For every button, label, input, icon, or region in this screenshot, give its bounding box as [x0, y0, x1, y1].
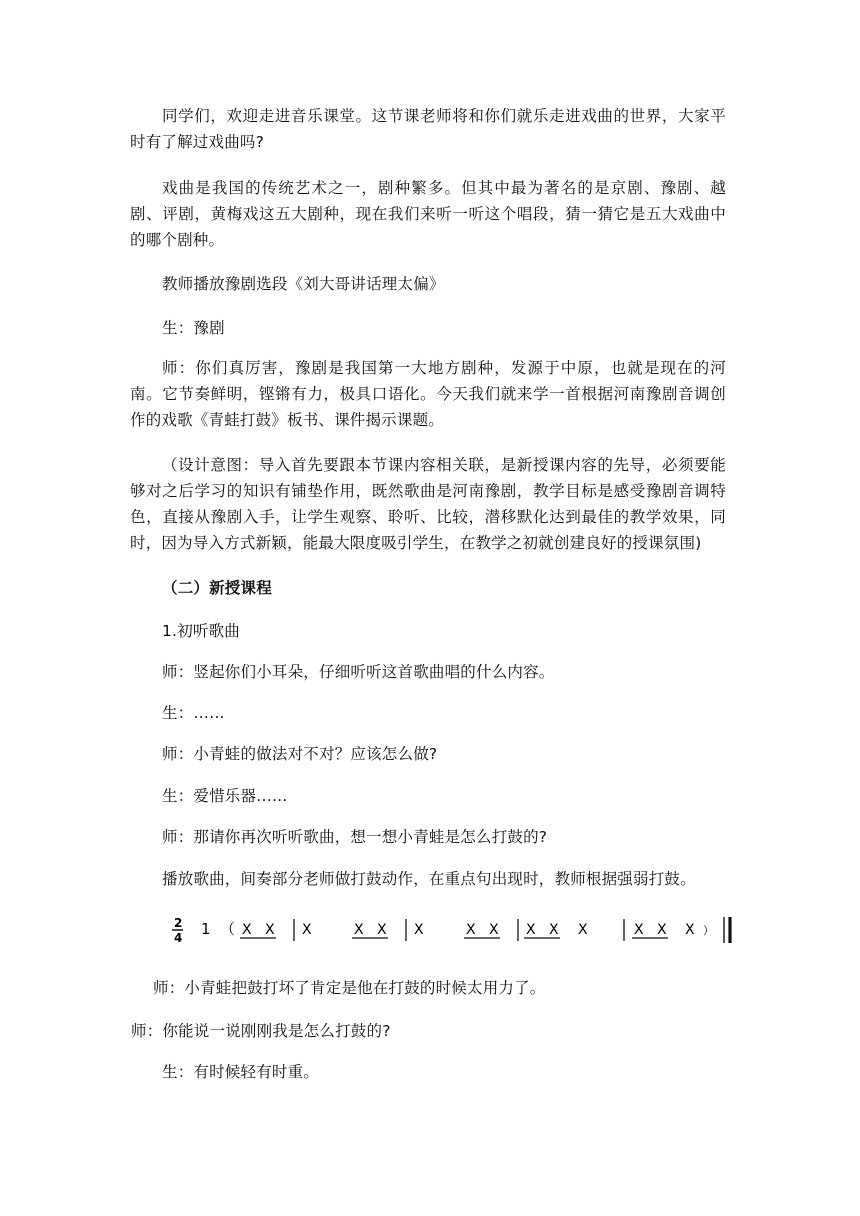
- close-paren: ）: [703, 924, 714, 937]
- paragraph-teacher-broke-drum: 师：小青蛙把鼓打坏了肯定是他在打鼓的时候太用力了。: [153, 979, 546, 997]
- paragraph-student-ellipsis: 生：……: [162, 704, 225, 722]
- note-x: X: [265, 922, 275, 938]
- time-signature-top: 2: [174, 916, 183, 930]
- pickup-note: 1: [201, 920, 211, 938]
- note-x: X: [466, 922, 476, 938]
- note-x: X: [489, 922, 499, 938]
- note-x: X: [526, 922, 536, 938]
- paragraph-welcome: 同学们，欢迎走进音乐课堂。这节课老师将和你们就乐走进戏曲的世界，大家平时有了解过戏曲吗?: [130, 107, 726, 151]
- paragraph-teacher-how-drum: 师：你能说一说刚刚我是怎么打鼓的?: [131, 1022, 391, 1040]
- note-x: X: [414, 922, 424, 938]
- rhythm-svg: [170, 912, 740, 948]
- note-x: X: [354, 922, 364, 938]
- paragraph-teacher-listen: 师：竖起你们小耳朵，仔细听听这首歌曲唱的什么内容。: [162, 663, 555, 681]
- open-paren: （: [220, 920, 236, 938]
- paragraph-teacher-yuju-explain: 师：你们真厉害，豫剧是我国第一大地方剧种，发源于中原，也就是现在的河南。它节奏鲜明，铿锵有力，极具口语化。今天我们就来学一首根据河南豫剧音调创作的戏歌《青蛙打鼓》板书、课件揭示课题。: [130, 359, 726, 429]
- note-x: X: [302, 922, 312, 938]
- note-x: X: [634, 922, 644, 938]
- section-heading: （二）新授课程: [162, 579, 272, 597]
- paragraph-teacher-listen-again: 师：那请你再次听听歌曲，想一想小青蛙是怎么打鼓的?: [162, 828, 548, 846]
- paragraph-student-light-heavy: 生：有时候轻有时重。: [162, 1063, 320, 1081]
- paragraph-play-song: 播放歌曲，间奏部分老师做打鼓动作，在重点句出现时，教师根据强弱打鼓。: [162, 870, 696, 888]
- paragraph-student-answer-yuju: 生：豫剧: [162, 319, 225, 337]
- note-x: X: [242, 922, 252, 938]
- note-x: X: [549, 922, 559, 938]
- note-x: X: [657, 922, 667, 938]
- paragraph-design-intent: （设计意图：导入首先要跟本节课内容相关联，是新授课内容的先导，必须要能够对之后学习的知识有铺垫作用，既然歌曲是河南豫剧，教学目标是感受豫剧音调特色，直接从豫剧入手，让学生观察、聆听、比较，潜移默化达到最佳的教学效果，同时，因为导入方式新颖，能最大限度吸引学生，在教学之初就创建良好的授课氛围): [130, 456, 726, 552]
- rhythm-notation: [170, 912, 740, 948]
- note-x: X: [377, 922, 387, 938]
- time-signature-bottom: 4: [174, 931, 183, 945]
- paragraph-first-listen: 1.初听歌曲: [162, 622, 240, 640]
- paragraph-student-care: 生：爱惜乐器……: [162, 787, 288, 805]
- paragraph-teacher-plays: 教师播放豫剧选段《刘大哥讲话理太偏》: [162, 275, 445, 293]
- note-x: X: [578, 922, 588, 938]
- note-x: X: [685, 922, 695, 938]
- paragraph-opera-intro: 戏曲是我国的传统艺术之一，剧种繁多。但其中最为著名的是京剧、豫剧、越剧、评剧，黄梅戏这五大剧种，现在我们来听一听这个唱段，猜一猜它是五大戏曲中的哪个剧种。: [130, 179, 726, 249]
- paragraph-teacher-question: 师：小青蛙的做法对不对？应该怎么做?: [162, 745, 438, 763]
